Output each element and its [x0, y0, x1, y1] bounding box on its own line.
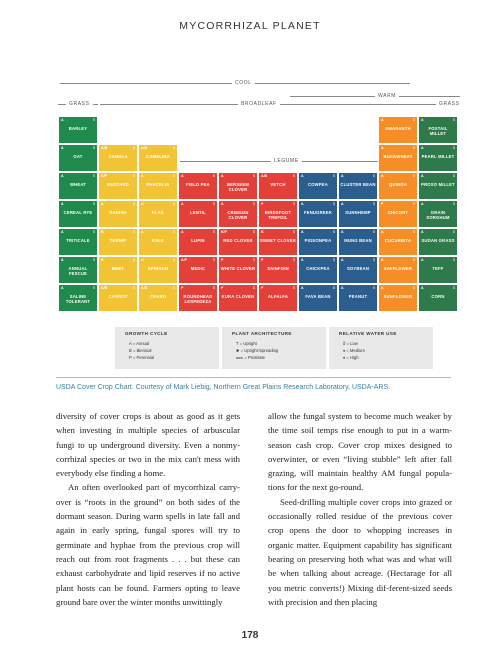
- growth-cycle-code: A: [101, 202, 104, 206]
- legend-plant-architecture: [222, 327, 326, 369]
- crop-name: PROSO MILLET: [421, 182, 455, 187]
- growth-cycle-code: P: [221, 286, 224, 290]
- crop-name: PEARL MILLET: [421, 154, 455, 159]
- legend-item: ♦ = High: [343, 355, 359, 360]
- growth-cycle-code: A: [181, 174, 184, 178]
- crop-cell: [258, 228, 298, 256]
- crop-name: SPINACH: [147, 266, 169, 271]
- crop-name: SUNNHEMP: [345, 210, 371, 215]
- growth-cycle-code: A/B: [101, 146, 108, 150]
- legend-item: ✱ = Upright-Spreading: [236, 348, 279, 353]
- paragraph: An often overlooked part of mycorrhizal carry-over is “roots in the ground” on both sides of the dormant season. During warm spells in late fall and again in early spring, fungal spores will try to germinate and hyphae from the previous crop will reach out from root fragments . . . but these can exhaust carbohydrate and lipid reserves if no active plant hosts can be found. Farmers opting to leave ground bare over the winter months unwittingly: [56, 482, 240, 607]
- crop-name: FOXTAIL MILLET: [428, 126, 448, 136]
- growth-cycle-code: A: [301, 258, 304, 262]
- crop-name: AMARANTH: [385, 126, 411, 131]
- water-use-icon: δ: [132, 146, 135, 150]
- growth-cycle-code: A: [141, 230, 144, 234]
- water-use-icon: δ: [132, 230, 135, 234]
- growth-cycle-code: P: [261, 258, 264, 262]
- growth-cycle-code: A: [381, 286, 384, 290]
- crop-cell: [418, 200, 458, 228]
- crop-name: MUSTARD: [106, 182, 130, 187]
- water-use-icon: δ: [372, 202, 375, 206]
- crop-cell: [98, 200, 138, 228]
- water-use-icon: δ: [412, 286, 415, 290]
- water-use-icon: δ: [412, 202, 415, 206]
- crop-name: TURNIP: [109, 238, 127, 243]
- growth-cycle-code: A: [221, 174, 224, 178]
- water-use-icon: δ: [412, 118, 415, 122]
- growth-cycle-code: A/B: [101, 286, 108, 290]
- water-use-icon: δ: [212, 258, 215, 262]
- water-use-icon: δ: [92, 286, 95, 290]
- water-use-icon: δ: [452, 230, 455, 234]
- crop-cell: [138, 228, 178, 256]
- water-use-icon: δ: [372, 258, 375, 262]
- crop-cell: [58, 256, 98, 284]
- legend-item: A = Annual: [129, 341, 150, 346]
- crop-name: CORN: [431, 294, 445, 299]
- water-use-icon: δ: [292, 286, 295, 290]
- crop-cell: [98, 256, 138, 284]
- crop-cell: [378, 284, 418, 312]
- crop-cell: [378, 144, 418, 172]
- crop-cell: [338, 284, 378, 312]
- growth-cycle-code: A: [421, 174, 424, 178]
- growth-cycle-code: A: [421, 286, 424, 290]
- page-number: 178: [241, 630, 259, 641]
- water-use-icon: δ: [212, 174, 215, 178]
- crop-cell: [298, 256, 338, 284]
- growth-cycle-code: P: [261, 286, 264, 290]
- legend-water-use: [329, 327, 433, 369]
- crop-name: OAT: [73, 154, 83, 159]
- crop-name: MUNG BEAN: [344, 238, 372, 243]
- legend-item: δ = Low: [343, 341, 358, 346]
- growth-cycle-code: A/P: [101, 174, 107, 178]
- crop-cell: [138, 144, 178, 172]
- crop-cell: [178, 284, 218, 312]
- water-use-icon: δ: [292, 202, 295, 206]
- crop-cell: [58, 284, 98, 312]
- water-use-icon: δ: [212, 286, 215, 290]
- growth-cycle-code: A: [61, 202, 64, 206]
- crop-name: CRIMSON CLOVER: [227, 210, 249, 220]
- crop-cell: [338, 200, 378, 228]
- water-use-icon: δ: [412, 174, 415, 178]
- water-use-icon: δ: [252, 286, 255, 290]
- body-column-right: [268, 409, 452, 609]
- crop-cell: [418, 116, 458, 144]
- crop-name: RADISH: [109, 210, 127, 215]
- crop-cell: [378, 256, 418, 284]
- growth-cycle-code: A: [341, 174, 344, 178]
- crop-cell: [178, 200, 218, 228]
- crop-name: ANNUAL FESCUE: [68, 266, 88, 276]
- growth-cycle-code: A: [181, 202, 184, 206]
- crop-cell: [138, 172, 178, 200]
- growth-cycle-code: B: [261, 230, 264, 234]
- growth-cycle-code: A: [341, 202, 344, 206]
- growth-cycle-code: B/P: [221, 230, 227, 234]
- crop-cell: [58, 200, 98, 228]
- crop-cell: [338, 256, 378, 284]
- growth-cycle-code: A: [421, 118, 424, 122]
- growth-cycle-code: A: [381, 118, 384, 122]
- crop-cell: [58, 144, 98, 172]
- legend-title: PLANT ARCHITECTURE: [232, 331, 292, 336]
- crop-cell: [378, 200, 418, 228]
- crop-cell: [218, 200, 258, 228]
- water-use-icon: δ: [92, 174, 95, 178]
- crop-cell: [418, 256, 458, 284]
- water-use-icon: δ: [452, 258, 455, 262]
- crop-cell: [298, 200, 338, 228]
- growth-cycle-code: A: [61, 146, 64, 150]
- crop-name: SALINE TOLERANT: [65, 294, 91, 304]
- broadleaf-axis-label: BROADLEAF: [238, 101, 280, 107]
- growth-cycle-code: P: [181, 286, 184, 290]
- growth-cycle-code: A: [61, 174, 64, 178]
- crop-name: TRITICALE: [66, 238, 90, 243]
- water-use-icon: δ: [452, 118, 455, 122]
- crop-cell: [138, 200, 178, 228]
- crop-name: CHARD: [149, 294, 167, 299]
- growth-cycle-code: A: [381, 230, 384, 234]
- water-use-icon: δ: [452, 146, 455, 150]
- growth-cycle-code: B: [101, 258, 104, 262]
- growth-cycle-code: A: [301, 202, 304, 206]
- water-use-icon: δ: [332, 258, 335, 262]
- paragraph: Seed-drilling multiple cover crops into grazed or occasionally rolled residue of the previous cover crop opens the door to whopping increases in organic matter. Equipment capability has significant bearing on preserving both what was and what will be when talking about acreage. (Hectarage for all you metric converts!) Mixing dif-ferent-sized seeds with precision and then placing: [268, 496, 452, 607]
- growth-cycle-code: A: [141, 174, 144, 178]
- water-use-icon: δ: [452, 202, 455, 206]
- water-use-icon: δ: [372, 286, 375, 290]
- water-use-icon: δ: [132, 174, 135, 178]
- water-use-icon: δ: [92, 146, 95, 150]
- crop-cell: [258, 172, 298, 200]
- crop-name: LUPIN: [191, 238, 205, 243]
- crop-cell: [378, 228, 418, 256]
- figure-caption: USDA Cover Crop Chart. Courtesy of Mark Liebig, Northern Great Plains Research Laboratory, USDA-ARS.: [56, 384, 391, 391]
- crop-name: SWEET CLOVER: [260, 238, 296, 243]
- cool-axis-label: COOL: [232, 80, 255, 86]
- crop-name: FLAX: [152, 210, 164, 215]
- legend-growth-cycle: [115, 327, 219, 369]
- crop-cell: [258, 200, 298, 228]
- growth-cycle-code: A: [301, 230, 304, 234]
- crop-name: KURA CLOVER: [221, 294, 255, 299]
- water-use-icon: δ: [252, 230, 255, 234]
- water-use-icon: δ: [452, 174, 455, 178]
- crop-name: ROUNDHEAD LESPEDEZA: [183, 294, 213, 304]
- water-use-icon: δ: [332, 230, 335, 234]
- growth-cycle-code: A: [301, 174, 304, 178]
- crop-cell: [98, 144, 138, 172]
- growth-cycle-code: A: [421, 258, 424, 262]
- water-use-icon: δ: [212, 202, 215, 206]
- crop-cell: [298, 172, 338, 200]
- crop-cell: [98, 172, 138, 200]
- crop-cell: [258, 256, 298, 284]
- water-use-icon: δ: [132, 286, 135, 290]
- growth-cycle-code: P: [221, 258, 224, 262]
- water-use-icon: δ: [92, 258, 95, 262]
- crop-name: LENTIL: [190, 210, 206, 215]
- crop-name: GRAIN SORGHUM: [426, 210, 450, 220]
- growth-cycle-code: A: [221, 202, 224, 206]
- growth-cycle-code: A: [141, 202, 144, 206]
- crop-cell: [338, 172, 378, 200]
- crop-cell: [418, 228, 458, 256]
- crop-name: PHACELIA: [146, 182, 170, 187]
- water-use-icon: δ: [92, 230, 95, 234]
- water-use-icon: δ: [372, 230, 375, 234]
- crop-name: FAVA BEAN: [305, 294, 331, 299]
- crop-name: BEET: [112, 266, 124, 271]
- water-use-icon: δ: [412, 230, 415, 234]
- legend-item: ⩶ = Prostrate: [236, 355, 265, 360]
- growth-cycle-code: A/B: [141, 286, 148, 290]
- growth-cycle-code: A: [61, 230, 64, 234]
- crop-name: MEDIC: [190, 266, 206, 271]
- growth-cycle-code: A/B: [141, 146, 148, 150]
- growth-cycle-code: A: [181, 230, 184, 234]
- crop-cell: [58, 228, 98, 256]
- water-use-icon: δ: [332, 174, 335, 178]
- growth-cycle-code: A/B: [261, 174, 268, 178]
- crop-name: BERSEEM CLOVER: [226, 182, 250, 192]
- growth-cycle-code: P: [381, 202, 384, 206]
- paragraph: allow the fungal system to become much weaker by the time soil temps rise enough to put in a warm-season cash crop. Cover crop mixes designed to overwinter, or even “living stubble” left after fall grazing, will maintain healthy AM fungal popula-tions for the next go-round.: [268, 411, 452, 493]
- crop-name: BARLEY: [68, 126, 88, 131]
- warm-axis-label: WARM: [375, 93, 399, 99]
- water-use-icon: δ: [292, 258, 295, 262]
- growth-cycle-code: A: [61, 258, 64, 262]
- legend-title: RELATIVE WATER USE: [339, 331, 397, 336]
- crop-name: FENUGREEK: [303, 210, 333, 215]
- crop-cell: [98, 228, 138, 256]
- crop-name: SAINFOIN: [267, 266, 289, 271]
- crop-cell: [418, 144, 458, 172]
- growth-cycle-code: B: [101, 230, 104, 234]
- grass-axis-label-left: GRASS: [66, 101, 93, 107]
- crop-name: PIGEONPEA: [304, 238, 332, 243]
- crop-cell: [218, 172, 258, 200]
- water-use-icon: δ: [452, 286, 455, 290]
- water-use-icon: δ: [372, 174, 375, 178]
- crop-name: ALFALFA: [267, 294, 289, 299]
- crop-name: CANOLA: [108, 154, 128, 159]
- growth-cycle-code: A: [421, 202, 424, 206]
- growth-cycle-code: A: [381, 174, 384, 178]
- crop-name: WHITE CLOVER: [220, 266, 256, 271]
- crop-cell: [138, 256, 178, 284]
- water-use-icon: δ: [292, 230, 295, 234]
- water-use-icon: δ: [172, 286, 175, 290]
- crop-cell: [418, 172, 458, 200]
- crop-cell: [298, 228, 338, 256]
- crop-name: CEREAL RYE: [63, 210, 93, 215]
- crop-cell: [258, 284, 298, 312]
- water-use-icon: δ: [252, 258, 255, 262]
- running-header: MYCORRHIZAL PLANET: [179, 20, 321, 32]
- water-use-icon: δ: [132, 202, 135, 206]
- crop-name: FIELD PEA: [186, 182, 210, 187]
- growth-cycle-code: A: [301, 286, 304, 290]
- crop-cell: [418, 284, 458, 312]
- water-use-icon: δ: [332, 202, 335, 206]
- water-use-icon: δ: [172, 230, 175, 234]
- legume-axis-label: LEGUME: [271, 158, 302, 164]
- crop-name: BUCKWHEAT: [383, 154, 413, 159]
- crop-cell: [218, 256, 258, 284]
- crop-cell: [338, 228, 378, 256]
- crop-name: QUINOA: [389, 182, 407, 187]
- legend-item: P = Perennial: [129, 355, 155, 360]
- water-use-icon: δ: [132, 258, 135, 262]
- crop-cell: [138, 284, 178, 312]
- growth-cycle-code: A: [341, 230, 344, 234]
- growth-cycle-code: A: [381, 258, 384, 262]
- water-use-icon: δ: [252, 202, 255, 206]
- crop-name: CHICORY: [387, 210, 409, 215]
- crop-cell: [378, 116, 418, 144]
- legend-item: B = Biennial: [129, 348, 152, 353]
- crop-cell: [178, 256, 218, 284]
- growth-cycle-code: A: [141, 258, 144, 262]
- paragraph: diversity of cover crops is about as good as it gets when investing in multiple species of arbuscular fungi to up underground diversity. Even a nonmy-corrhizal species or two in the mix can't mess with everybody else finding a home.: [56, 411, 240, 479]
- legend-title: GROWTH CYCLE: [125, 331, 168, 336]
- crop-name: SUNFLOWER: [383, 294, 413, 299]
- water-use-icon: δ: [292, 174, 295, 178]
- water-use-icon: δ: [172, 174, 175, 178]
- water-use-icon: δ: [252, 174, 255, 178]
- crop-cell: [378, 172, 418, 200]
- crop-cell: [178, 172, 218, 200]
- growth-cycle-code: A/P: [181, 258, 187, 262]
- growth-cycle-code: A: [381, 146, 384, 150]
- water-use-icon: δ: [412, 146, 415, 150]
- crop-name: TEFF: [432, 266, 444, 271]
- water-use-icon: δ: [172, 146, 175, 150]
- water-use-icon: δ: [92, 202, 95, 206]
- growth-cycle-code: A: [341, 286, 344, 290]
- crop-name: WHEAT: [69, 182, 87, 187]
- water-use-icon: δ: [212, 230, 215, 234]
- crop-cell: [98, 284, 138, 312]
- crop-name: CAMELINA: [146, 154, 170, 159]
- crop-name: CHICKPEA: [306, 266, 330, 271]
- crop-name: COWPEA: [307, 182, 329, 187]
- crop-cell: [178, 228, 218, 256]
- water-use-icon: δ: [332, 286, 335, 290]
- grass-axis-label-right: GRASS: [436, 101, 463, 107]
- crop-cell: [58, 172, 98, 200]
- water-use-icon: δ: [412, 258, 415, 262]
- crop-name: CLUSTER BEAN: [340, 182, 376, 187]
- crop-name: VETCH: [270, 182, 286, 187]
- crop-name: BIRDSFOOT TREFOIL: [264, 210, 292, 220]
- legend-item: ♦ = Medium: [343, 348, 365, 353]
- water-use-icon: δ: [172, 258, 175, 262]
- crop-name: SUDAN GRASS: [421, 238, 455, 243]
- crop-cell: [218, 228, 258, 256]
- growth-cycle-code: P: [261, 202, 264, 206]
- body-column-left: [56, 409, 240, 609]
- growth-cycle-code: A: [421, 230, 424, 234]
- crop-cell: [58, 116, 98, 144]
- crop-name: CARROT: [108, 294, 128, 299]
- crop-name: KALE: [151, 238, 165, 243]
- crop-cell: [218, 284, 258, 312]
- growth-cycle-code: A: [341, 258, 344, 262]
- legend-item: Ƭ = Upright: [236, 341, 257, 346]
- growth-cycle-code: A: [61, 118, 64, 122]
- crop-name: CUCURBITA: [384, 238, 412, 243]
- crop-name: SAFFLOWER: [383, 266, 413, 271]
- crop-cell: [298, 284, 338, 312]
- caption-rule: [56, 377, 451, 378]
- water-use-icon: δ: [172, 202, 175, 206]
- growth-cycle-code: A: [61, 286, 64, 290]
- growth-cycle-code: A: [421, 146, 424, 150]
- crop-name: RED CLOVER: [223, 238, 253, 243]
- water-use-icon: δ: [92, 118, 95, 122]
- crop-name: SOYBEAN: [346, 266, 370, 271]
- crop-name: PEANUT: [348, 294, 368, 299]
